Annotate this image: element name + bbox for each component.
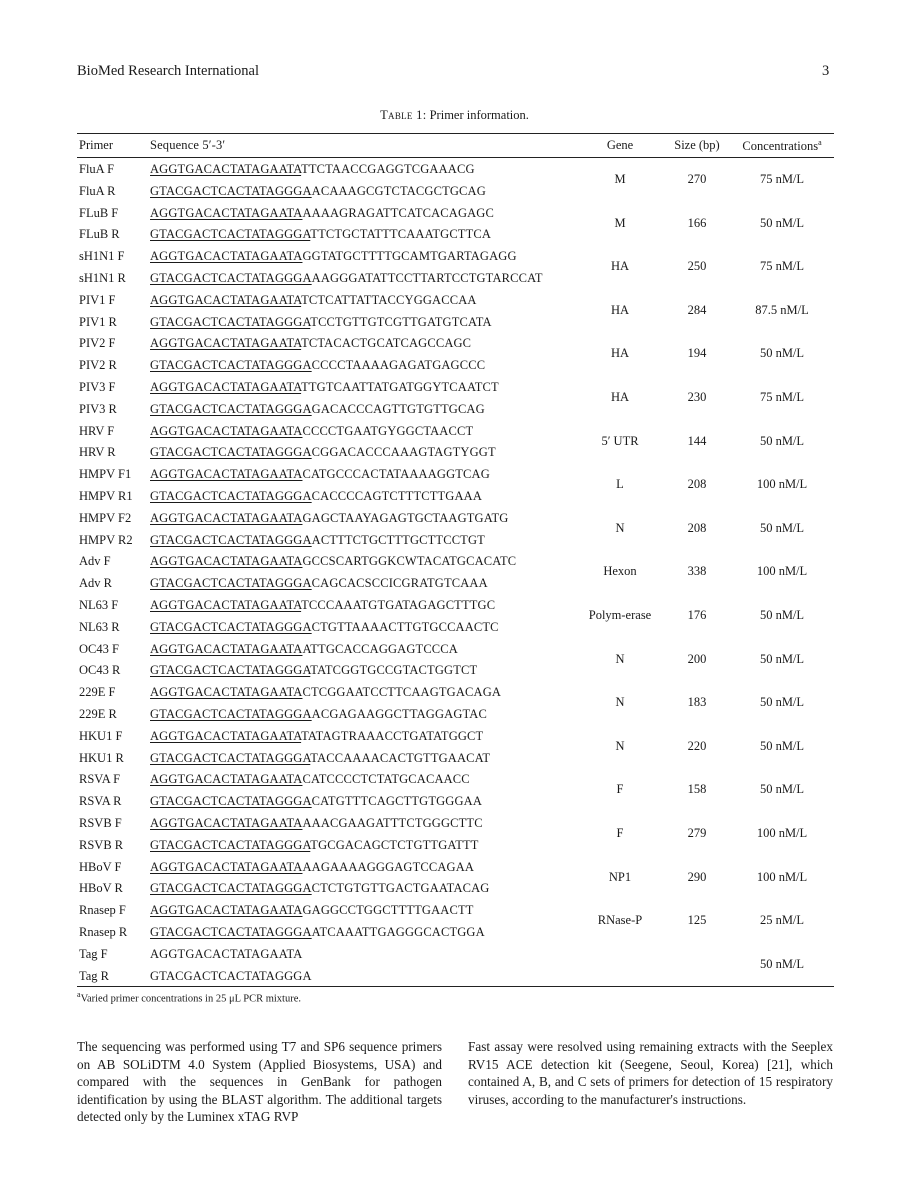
primer-name: HRV R [79,445,116,460]
primer-name: Tag R [79,968,110,983]
page-number: 3 [822,63,830,79]
size-cell: 284 [687,302,707,317]
size-cell: 208 [687,477,707,492]
primer-name: HRV F [79,423,115,438]
sequence-tag: GTACGACTCACTATAGGGA [150,314,311,329]
sequence-tag: GTACGACTCACTATAGGGA [150,750,311,765]
primer-name: sH1N1 F [79,249,125,264]
primer-name: PIV1 F [79,292,116,307]
journal-name: BioMed Research International [77,63,259,79]
primer-name: FluA R [79,183,116,198]
sequence-tag: GTACGACTCACTATAGGGA [150,489,312,503]
size-cell: 158 [687,782,707,797]
primer-pair-group [77,768,834,812]
sequence-tag: GTACGACTCACTATAGGGA [150,837,311,852]
concentration-cell: 87.5 nM/L [755,302,809,317]
concentration-cell: 75 nM/L [759,390,805,404]
sequence-specific: CATCCCCTCTATGCACAACC [302,772,470,787]
sequence-specific: GAGCTAAYAGAGTGCTAAGTGATG [302,510,509,525]
primer-name: OC43 F [79,641,119,656]
sequence-specific: AAAAGRAGATTCATCACAGAGC [302,205,494,220]
sequence-tag: AGGTGACACTATAGAATA [150,467,303,482]
size-cell: 208 [687,520,707,535]
primer-name: 229E R [79,707,117,721]
sequence-specific: TCTCATTATTACCYGGACCAA [301,292,477,307]
primer-pair-group [77,158,834,202]
sequence-tag: AGGTGACACTATAGAATA [150,903,303,918]
primer-name: HMPV R1 [79,489,133,503]
primer-name: sH1N1 R [79,271,126,285]
primer-pair-group [77,638,834,682]
sequence-specific: CGGACACCCAAAGTAGTYGGT [311,445,496,460]
gene-cell: N [615,651,625,666]
sequence-tag: GTACGACTCACTATAGGGA [150,183,312,198]
primer-pair-group [77,856,834,900]
primer-name: HMPV R2 [79,532,133,547]
size-cell: 290 [687,869,707,884]
sequence-specific: ATTGCACCAGGAGTCCCA [302,641,458,656]
sequence-tag: AGGTGACACTATAGAATA [150,162,302,176]
table-footnote [77,990,301,1005]
primer-pair-group [77,943,834,987]
sequence-tag: AGGTGACACTATAGAATA [150,205,303,220]
sequence-specific: TACCAAAACACTGTTGAACAT [310,750,491,765]
sequence-specific: CAGCACSCCICGRATGTCAAA [311,576,488,591]
sequence-specific: TTCTGCTATTTCAAATGCTTCA [310,227,492,242]
primer-name: HMPV F2 [79,510,132,525]
primer-name: 229E F [79,685,116,700]
gene-cell: 5′ UTR [601,433,639,448]
gene-cell: N [615,520,625,535]
footnote-mark: a [77,990,81,999]
primer-name: Rnasep R [79,925,128,939]
size-cell: 250 [687,259,707,274]
sequence-tag: GTACGACTCACTATAGGGA [150,663,311,678]
gene-cell: Hexon [603,564,637,579]
concentration-cell: 100 nM/L [756,564,808,579]
primer-name: PIV3 F [79,380,116,394]
primer-name: RSVA F [79,772,121,787]
primer-pair-group [77,550,834,594]
sequence-tag: GTACGACTCACTATAGGGA [150,881,312,896]
gene-cell: RNase-P [597,913,643,928]
sequence-specific: CATGTTTCAGCTTGTGGGAA [311,794,483,809]
primer-name: PIV2 R [79,358,117,373]
primer-pair-group [77,725,834,769]
size-cell: 176 [687,608,707,622]
sequence-tag: AGGTGACACTATAGAATA [150,641,303,656]
primer-pair-group [77,812,834,856]
concentration-cell: 75 nM/L [759,259,805,274]
sequence-tag: AGGTGACACTATAGAATA [150,380,302,394]
size-cell: 125 [687,913,707,928]
size-cell: 194 [687,346,707,361]
concentration-cell: 50 nM/L [759,433,805,448]
header-gene: Gene [606,138,634,152]
primer-name: Adv F [79,554,111,569]
sequence-specific: TATAGTRAAACCTGATATGGCT [301,728,484,743]
gene-cell: HA [610,390,630,404]
gene-cell: N [615,738,625,753]
gene-cell: HA [610,259,630,274]
size-cell: 220 [687,738,707,753]
primer-name: Rnasep F [79,903,126,918]
primer-name: HKU1 R [79,750,124,765]
table-body [77,158,834,986]
size-cell: 183 [687,695,707,710]
sequence-tag: AGGTGACACTATAGAATA [150,728,302,743]
gene-cell: HA [610,302,630,317]
sequence-tag: GTACGACTCACTATAGGGA [150,227,311,242]
sequence-specific: CTCGGAATCCTTCAAGTGACAGA [302,685,502,700]
gene-cell: HA [610,346,630,361]
gene-cell: Polym-erase [588,608,652,622]
header-concentration-mark: a [818,138,822,147]
primer-name: FluA F [79,162,115,176]
concentration-cell: 50 nM/L [759,520,805,535]
sequence-tag: AGGTGACACTATAGAATA [150,816,303,830]
sequence-specific: TTGTCAATTATGATGGYTCAATCT [301,380,499,394]
sequence-specific: TCCCAAATGTGATAGAGCTTTGC [301,598,496,612]
primer-name: Tag F [79,946,108,961]
size-cell: 200 [687,651,707,666]
sequence-specific: ACGAGAAGGCTTAGGAGTAC [311,707,487,721]
sequence-specific: AAGAAAAGGGAGTCCAGAA [302,859,475,874]
sequence-tag: GTACGACTCACTATAGGGA [150,401,312,416]
concentration-cell: 50 nM/L [759,346,805,361]
sequence-specific: GGTATGCTTTTGCAMTGARTAGAGG [302,249,517,264]
primer-name: FLuB R [79,227,120,242]
sequence-tag: GTACGACTCACTATAGGGA [150,925,312,939]
sequence-tag: AGGTGACACTATAGAATA [150,292,302,307]
concentration-cell: 75 nM/L [759,172,805,186]
primer-pair-group [77,594,834,638]
primer-pair-group [77,681,834,725]
primer-pair-group [77,507,834,551]
sequence-tag: GTACGACTCACTATAGGGA [150,445,312,460]
concentration-cell: 100 nM/L [756,477,808,492]
concentration-cell: 50 nM/L [759,215,805,230]
primer-pair-group [77,202,834,246]
sequence-specific: TCCTGTTGTCGTTGATGTCATA [310,314,492,329]
sequence-tag: GTACGACTCACTATAGGGA [150,619,312,634]
primer-name: NL63 F [79,598,119,612]
concentration-cell: 100 nM/L [756,826,808,840]
size-cell: 270 [687,172,707,186]
sequence-tag: AGGTGACACTATAGAATA [150,336,302,351]
body-text-left: The sequencing was performed using T7 and SP6 sequence primers on AB SOLiDTM 4.0 System (Applied Biosystems, USA) and compared with the sequences in GenBank for pathogen identification by using the BLAST algorithm. The additional targets detected only by the Luminex xTAG RVP [77,1039,442,1125]
footnote-text: Varied primer concentrations in 25 μL PCR mixture. [80,993,302,1005]
primer-pair-group [77,376,834,420]
sequence-tag: AGGTGACACTATAGAATA [150,598,302,612]
primer-name: HBoV R [79,881,123,896]
sequence-tag: GTACGACTCACTATAGGGA [150,358,312,373]
sequence-tag: AGGTGACACTATAGAATA [150,510,303,525]
primer-pair-group [77,332,834,376]
primer-name: RSVB F [79,816,122,830]
concentration-cell: 50 nM/L [759,956,805,971]
concentration-cell: 50 nM/L [759,651,805,666]
sequence-tag: AGGTGACACTATAGAATA [150,554,303,569]
sequence-tag: AGGTGACACTATAGAATA [150,423,303,438]
gene-cell: M [614,215,626,230]
sequence-specific: AGGTGACACTATAGAATA [150,946,303,961]
concentration-cell: 50 nM/L [759,782,805,797]
gene-cell: F [616,826,624,840]
primer-name: HKU1 F [79,728,123,743]
sequence-specific: ACTTTCTGCTTTGCTTCCTGT [311,532,485,547]
concentration-cell: 50 nM/L [759,608,805,622]
header-concentration [732,138,832,154]
size-cell: 230 [687,390,707,404]
concentration-cell: 50 nM/L [759,695,805,710]
primer-pair-group [77,463,834,507]
sequence-tag: AGGTGACACTATAGAATA [150,772,303,787]
sequence-specific: TTCTAACCGAGGTCGAAACG [301,162,475,176]
size-cell: 144 [687,433,707,448]
sequence-specific: TGCGACAGCTCTGTTGATTT [310,837,479,852]
concentration-cell: 100 nM/L [756,869,808,884]
sequence-specific: ATCAAATTGAGGGCACTGGA [311,925,485,939]
table-header-row [77,134,834,158]
sequence-specific: CACCCCAGTCTTTCTTGAAA [311,489,483,503]
concentration-cell: 25 nM/L [759,913,805,928]
primer-name: HMPV F1 [79,467,132,482]
sequence-specific: AAACGAAGATTTCTGGGCTTC [302,816,483,830]
primer-pair-group [77,289,834,333]
sequence-specific: CTGTTAAAACTTGTGCCAACTC [311,619,499,634]
sequence-specific: GTACGACTCACTATAGGGA [150,968,312,983]
primer-pair-group [77,420,834,464]
header-size: Size (bp) [674,138,720,152]
primer-name: PIV1 R [79,314,117,329]
sequence-specific: TCTACACTGCATCAGCCAGC [301,336,472,351]
sequence-tag: GTACGACTCACTATAGGGA [150,794,312,809]
header-concentration-text: Concentrations [742,139,819,154]
gene-cell: F [616,782,624,797]
gene-cell: N [615,695,625,710]
body-text-right: Fast assay were resolved using remaining extracts with the Seeplex RV15 ACE detection kit (Seegene, Seoul, Korea) [21], which contained A, B, and C sets of primers for detection of 15 respiratory viruses, according to the manufacturer's instructions. [468,1039,833,1107]
gene-cell: NP1 [608,869,632,884]
sequence-tag: AGGTGACACTATAGAATA [150,685,303,700]
size-cell: 279 [687,826,707,840]
gene-cell: M [614,172,626,186]
sequence-specific: CTCTGTGTTGACTGAATACAG [311,881,490,896]
sequence-tag: AGGTGACACTATAGAATA [150,859,303,874]
sequence-tag: GTACGACTCACTATAGGGA [150,707,312,721]
primer-pair-group [77,245,834,289]
primer-name: PIV2 F [79,336,116,351]
primer-pair-group [77,899,834,943]
sequence-specific: CATGCCCACTATAAAAGGTCAG [302,467,490,482]
sequence-specific: CCCCTGAATGYGGCTAACCT [302,423,474,438]
primer-name: OC43 R [79,663,121,678]
size-cell: 166 [687,215,707,230]
sequence-tag: AGGTGACACTATAGAATA [150,249,303,264]
primer-table [77,133,834,987]
sequence-tag: GTACGACTCACTATAGGGA [150,271,312,285]
primer-name: FLuB F [79,205,119,220]
header-primer: Primer [79,138,114,152]
sequence-specific: GACACCCAGTTGTGTTGCAG [311,401,485,416]
concentration-cell: 50 nM/L [759,738,805,753]
caption-label: Table 1: [380,108,427,122]
sequence-specific: CCCCTAAAAGAGATGAGCCC [311,358,486,373]
table-caption [0,108,909,123]
sequence-specific: TATCGGTGCCGTACTGGTCT [310,663,478,678]
sequence-specific: GCCSCARTGGKCWTACATGCACATC [302,554,517,569]
sequence-tag: GTACGACTCACTATAGGGA [150,576,312,591]
caption-text: Primer information. [426,108,529,122]
primer-name: PIV3 R [79,401,117,416]
primer-name: RSVB R [79,837,124,852]
sequence-specific: ACAAAGCGTCTACGCTGCAG [311,183,486,198]
sequence-specific: AAGGGATATTCCTTARTCCTGTARCCAT [311,271,543,285]
sequence-tag: GTACGACTCACTATAGGGA [150,532,312,547]
header-sequence: Sequence 5′-3′ [150,138,226,152]
primer-name: Adv R [79,576,112,591]
primer-name: RSVA R [79,794,122,809]
sequence-specific: GAGGCCTGGCTTTTGAACTT [302,903,474,918]
primer-name: HBoV F [79,859,122,874]
gene-cell: L [616,477,624,492]
primer-name: NL63 R [79,619,120,634]
size-cell: 338 [687,564,707,579]
